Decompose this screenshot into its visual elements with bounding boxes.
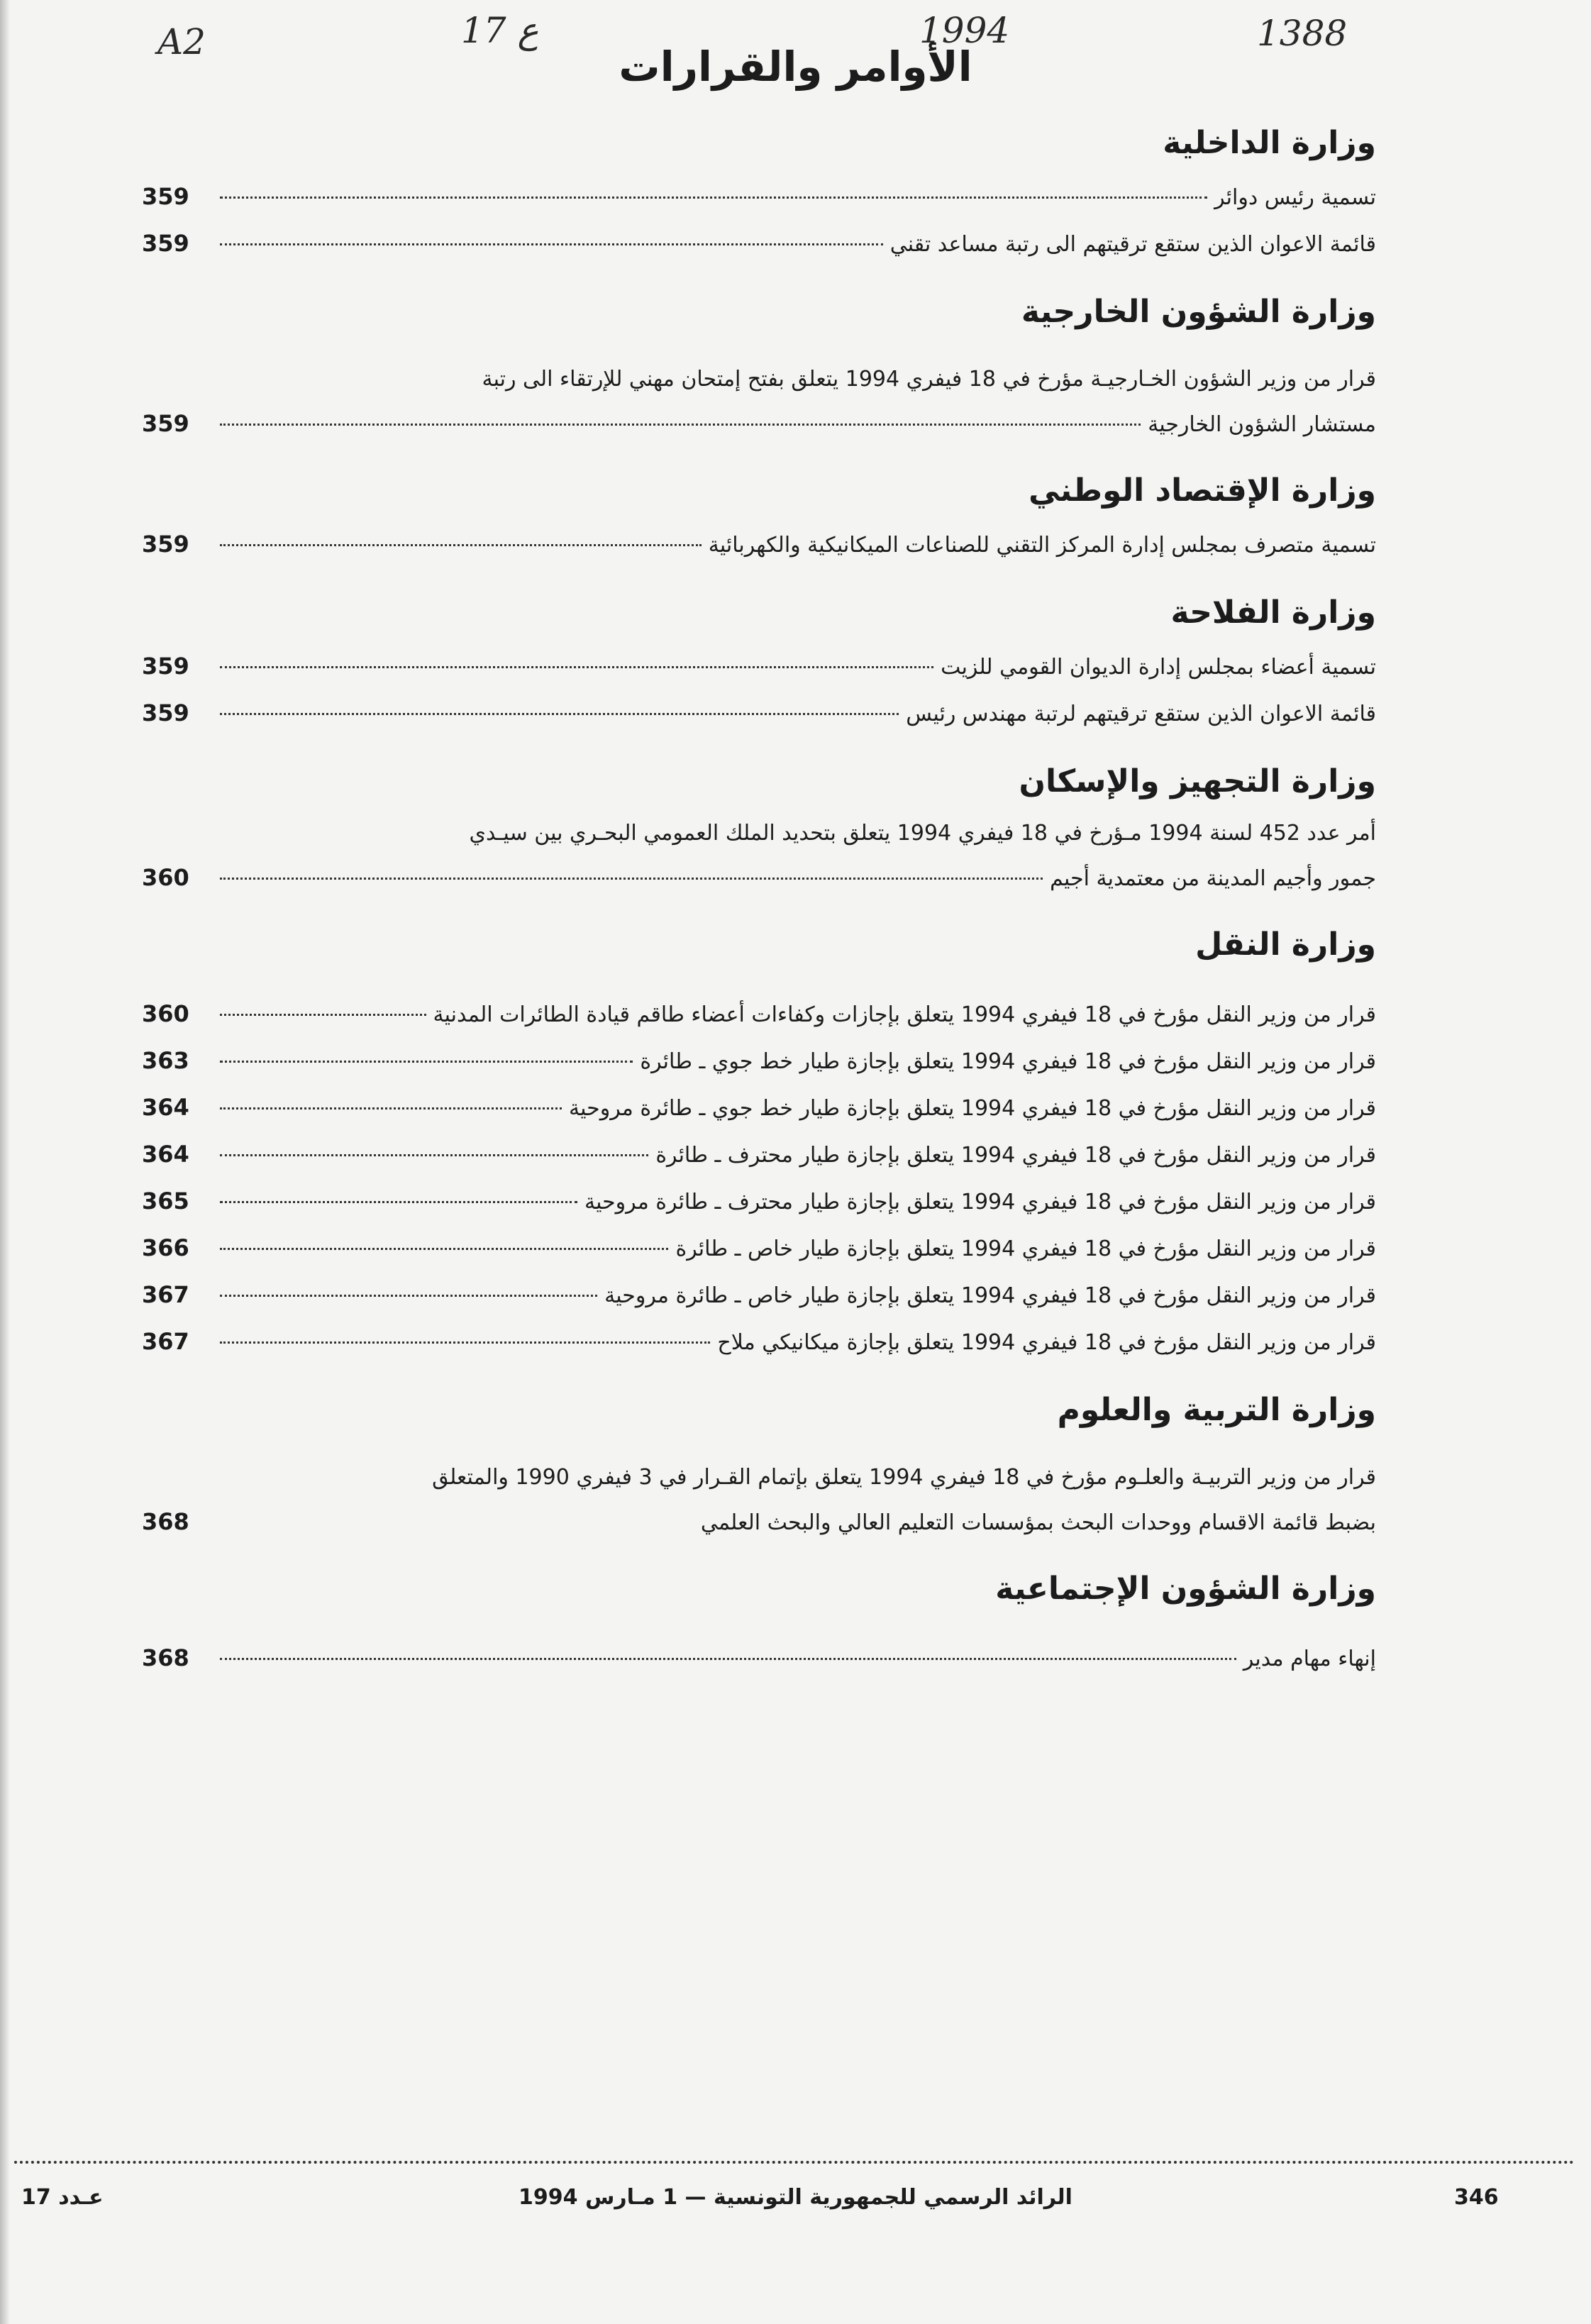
entry-page: 360: [142, 864, 189, 891]
entry-title-line1: أمر عدد 452 لسنة 1994 مـؤرخ في 18 فيفري 1994 يتعلق بتحديد الملك العمومي البحـري بين سيـدي: [469, 821, 1376, 846]
entry-title-line2: بضبط قائمة الاقسام ووحدات البحث بمؤسسات التعليم العالي والبحث العلمي: [700, 1510, 1376, 1535]
toc-entry[interactable]: [142, 1271, 1376, 1318]
footer-page-number: 346: [1454, 2185, 1499, 2210]
toc-entry[interactable]: [142, 812, 1376, 900]
ministry-heading: وزارة الإقتصاد الوطني: [1029, 472, 1376, 509]
entry-page: 366: [142, 1234, 189, 1261]
entry-title: قائمة الاعوان الذين ستقع ترقيتهم الى رتبة مساعد تقني: [889, 232, 1376, 257]
entry-title: قرار من وزير النقل مؤرخ في 18 فيفري 1994 يتعلق بإجازة طيار خط جوي ـ طائرة: [640, 1049, 1376, 1074]
page-footer: [0, 2185, 1591, 2228]
entry-title-line2: مستشار الشؤون الخارجية: [1148, 412, 1376, 437]
ministry-heading: وزارة النقل: [1195, 926, 1376, 963]
entry-title: تسمية أعضاء بمجلس إدارة الديوان القومي للزيت: [941, 655, 1376, 680]
entry-title: إنهاء مهام مدير: [1243, 1647, 1376, 1671]
entry-page: 359: [142, 183, 189, 210]
entry-title: قرار من وزير النقل مؤرخ في 18 فيفري 1994 يتعلق بإجازة طيار خط جوي ـ طائرة مروحية: [569, 1096, 1376, 1121]
leader-dots: [220, 878, 1043, 880]
entry-title: تسمية متصرف بمجلس إدارة المركز التقني للصناعات الميكانيكية والكهربائية: [708, 533, 1376, 558]
entry-title: قرار من وزير النقل مؤرخ في 18 فيفري 1994 يتعلق بإجازة طيار محترف ـ طائرة: [655, 1143, 1376, 1168]
leader-dots: [220, 1658, 1236, 1660]
entry-page: 359: [142, 699, 189, 726]
toc-entry[interactable]: [142, 358, 1376, 446]
entry-page: 368: [142, 1644, 189, 1671]
entry-title: قرار من وزير النقل مؤرخ في 18 فيفري 1994 يتعلق بإجازة طيار محترف ـ طائرة مروحية: [584, 1190, 1376, 1214]
ministry-heading: وزارة التربية والعلوم: [1057, 1392, 1376, 1428]
entry-title: قائمة الاعوان الذين ستقع ترقيتهم لرتبة مهندس رئيس: [906, 702, 1376, 726]
entry-page: 359: [142, 653, 189, 680]
leader-dots: [220, 1061, 633, 1063]
leader-dots: [220, 1341, 710, 1344]
entry-title: تسمية رئيس دوائر: [1214, 185, 1376, 210]
entry-title: قرار من وزير النقل مؤرخ في 18 فيفري 1994 يتعلق بإجازة ميكانيكي ملاح: [717, 1330, 1376, 1355]
entry-title: قرار من وزير النقل مؤرخ في 18 فيفري 1994 يتعلق بإجازة طيار خاص ـ طائرة مروحية: [604, 1283, 1376, 1308]
page-title: الأوامر والقرارات: [619, 43, 972, 91]
leader-dots: [220, 1014, 426, 1016]
table-of-contents: [142, 114, 1376, 1681]
entry-page: 363: [142, 1047, 189, 1074]
toc-entry[interactable]: [142, 1456, 1376, 1544]
entry-page: 364: [142, 1094, 189, 1121]
leader-dots: [220, 243, 883, 245]
leader-dots: [220, 1154, 648, 1156]
entry-title-line1: قرار من وزير التربيـة والعلـوم مؤرخ في 18 فيفري 1994 يتعلق بإتمام القـرار في 3 فيفري 1990 والمتعلق: [432, 1465, 1376, 1490]
entry-page: 364: [142, 1141, 189, 1168]
leader-dots: [220, 1201, 577, 1203]
ministry-heading: وزارة الشؤون الإجتماعية: [995, 1571, 1376, 1607]
toc-entry[interactable]: [142, 1318, 1376, 1365]
entry-page: 365: [142, 1188, 189, 1214]
toc-entry[interactable]: [142, 220, 1376, 267]
entry-page: 368: [142, 1508, 189, 1535]
toc-entry[interactable]: [142, 1131, 1376, 1178]
toc-entry[interactable]: [142, 1037, 1376, 1084]
toc-entry[interactable]: [142, 643, 1376, 690]
toc-entry[interactable]: [142, 990, 1376, 1037]
leader-dots: [220, 1107, 562, 1110]
entry-page: 359: [142, 531, 189, 558]
toc-entry[interactable]: [142, 690, 1376, 736]
entry-page: 359: [142, 230, 189, 257]
entry-title-line2: جمور وأجيم المدينة من معتمدية أجيم: [1050, 866, 1376, 891]
entry-page: 359: [142, 410, 189, 437]
toc-entry[interactable]: [142, 1634, 1376, 1681]
entry-title-line1: قرار من وزير الشؤون الخـارجيـة مؤرخ في 18 فيفري 1994 يتعلق بفتح إمتحان مهني للإرتقاء الى رتبة: [482, 367, 1376, 392]
leader-dots: [220, 1248, 668, 1250]
toc-entry[interactable]: [142, 173, 1376, 220]
toc-entry[interactable]: [142, 1178, 1376, 1224]
entry-page: 367: [142, 1281, 189, 1308]
toc-entry[interactable]: [142, 521, 1376, 568]
footer-publication: الرائد الرسمي للجمهورية التونسية — 1 مـارس 1994: [519, 2185, 1072, 2210]
footer-divider: [14, 2161, 1575, 2164]
leader-dots: [220, 424, 1141, 426]
entry-page: 360: [142, 1000, 189, 1027]
entry-page: 367: [142, 1328, 189, 1355]
leader-dots: [220, 713, 899, 715]
leader-dots: [220, 666, 933, 668]
toc-entry[interactable]: [142, 1224, 1376, 1271]
footer-issue: عـدد 17: [21, 2185, 104, 2210]
page-edge-shadow: [0, 0, 10, 2324]
leader-dots: [220, 197, 1207, 199]
handwritten-year: 1994: [919, 10, 1010, 51]
handwritten-note-left: A2: [157, 21, 206, 62]
entry-title: قرار من وزير النقل مؤرخ في 18 فيفري 1994 يتعلق بإجازات وكفاءات أعضاء طاقم قيادة الطائرات المدنية: [433, 1002, 1376, 1027]
entry-title: قرار من وزير النقل مؤرخ في 18 فيفري 1994 يتعلق بإجازة طيار خاص ـ طائرة: [675, 1236, 1376, 1261]
leader-dots: [220, 1522, 694, 1524]
leader-dots: [220, 544, 702, 546]
ministry-heading: وزارة الشؤون الخارجية: [1021, 294, 1376, 330]
ministry-heading: وزارة الفلاحة: [1170, 594, 1376, 631]
handwritten-number: 1388: [1257, 13, 1348, 54]
ministry-heading: وزارة التجهيز والإسكان: [1019, 763, 1376, 799]
handwritten-note-mid: 17 ع: [461, 10, 539, 51]
toc-entry[interactable]: [142, 1084, 1376, 1131]
ministry-heading: وزارة الداخلية: [1163, 125, 1376, 161]
leader-dots: [220, 1295, 597, 1297]
